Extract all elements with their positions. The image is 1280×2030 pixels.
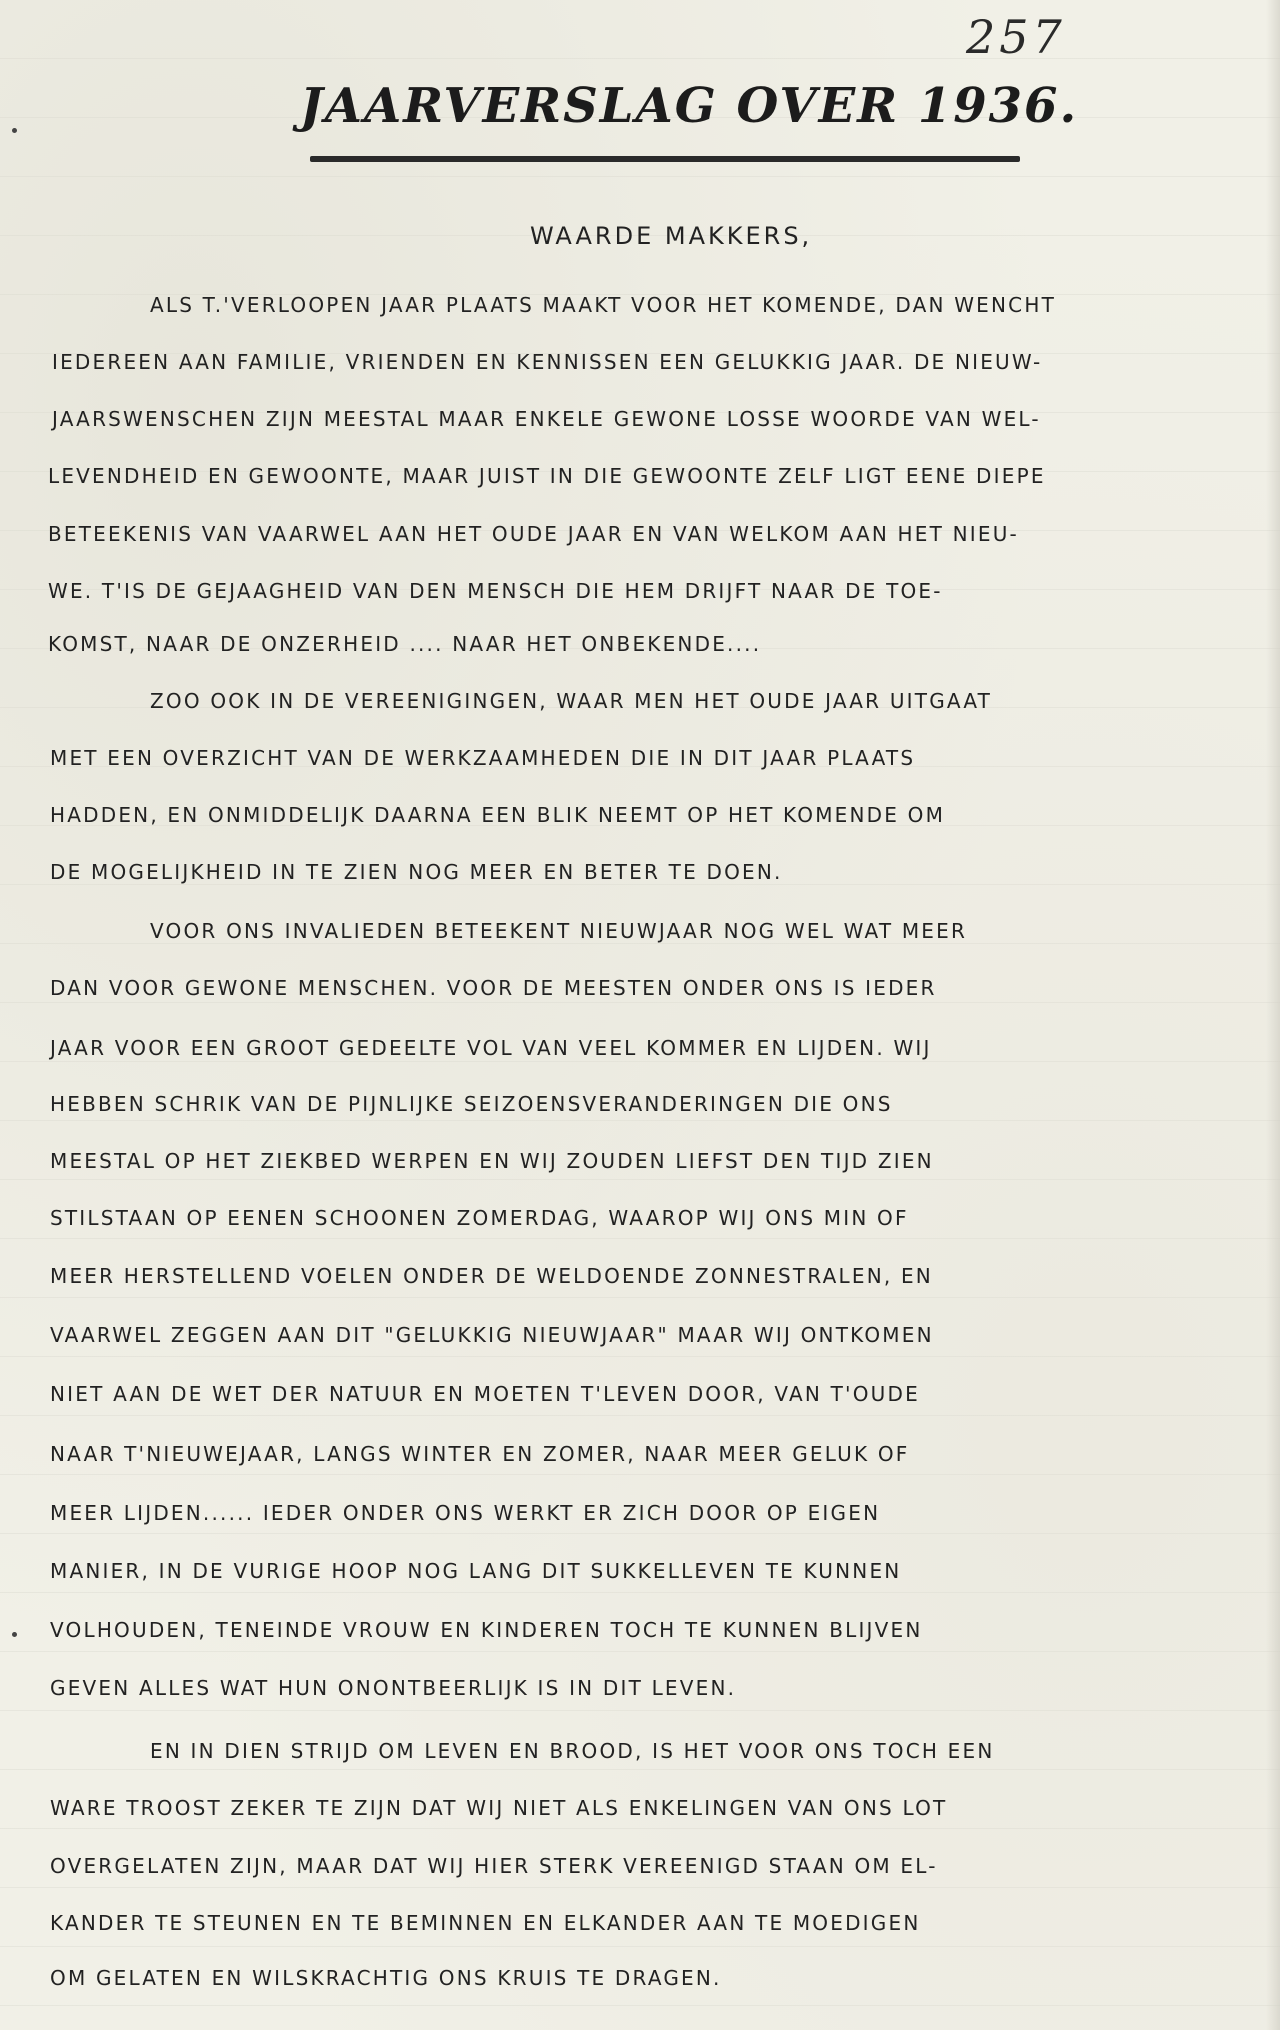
text-line: MET EEN OVERZICHT VAN DE WERKZAAMHEDEN DIE IN DIT JAAR PLAATS — [50, 746, 916, 770]
text-line: LEVENDHEID EN GEWOONTE, MAAR JUIST IN DIE GEWOONTE ZELF LIGT EENE DIEPE — [48, 464, 1046, 488]
text-line: WE. T'IS DE GEJAAGHEID VAN DEN MENSCH DIE HEM DRIJFT NAAR DE TOE- — [48, 579, 943, 603]
text-line: KOMST, NAAR DE ONZERHEID .... NAAR HET ONBEKENDE.... — [48, 632, 762, 656]
text-line: EN IN DIEN STRIJD OM LEVEN EN BROOD, IS HET VOOR ONS TOCH EEN — [150, 1739, 995, 1763]
margin-dot — [12, 128, 17, 133]
text-line: OM GELATEN EN WILSKRACHTIG ONS KRUIS TE DRAGEN. — [50, 1966, 722, 1990]
text-line: DE MOGELIJKHEID IN TE ZIEN NOG MEER EN BETER TE DOEN. — [50, 860, 783, 884]
text-line: JAAR VOOR EEN GROOT GEDEELTE VOL VAN VEEL KOMMER EN LIJDEN. WIJ — [50, 1036, 932, 1060]
text-line: ZOO OOK IN DE VEREENIGINGEN, WAAR MEN HET OUDE JAAR UITGAAT — [150, 689, 993, 713]
text-line: JAARSWENSCHEN ZIJN MEESTAL MAAR ENKELE GEWONE LOSSE WOORDE VAN WEL- — [52, 407, 1041, 431]
text-line: MEER LIJDEN...... IEDER ONDER ONS WERKT ER ZICH DOOR OP EIGEN — [50, 1501, 881, 1525]
document-title: JAARVERSLAG OVER 1936. — [300, 78, 1079, 134]
text-line: KANDER TE STEUNEN EN TE BEMINNEN EN ELKANDER AAN TE MOEDIGEN — [50, 1911, 921, 1935]
text-line: OVERGELATEN ZIJN, MAAR DAT WIJ HIER STERK VEREENIGD STAAN OM EL- — [50, 1854, 938, 1878]
salutation: WAARDE MAKKERS, — [530, 222, 813, 250]
text-line: HADDEN, EN ONMIDDELIJK DAARNA EEN BLIK NEEMT OP HET KOMENDE OM — [50, 803, 946, 827]
text-line: VOOR ONS INVALIEDEN BETEEKENT NIEUWJAAR NOG WEL WAT MEER — [150, 919, 968, 943]
page-edge-shadow — [1266, 0, 1280, 2030]
page-number: 257 — [966, 10, 1066, 64]
text-line: VAARWEL ZEGGEN AAN DIT "GELUKKIG NIEUWJAAR" MAAR WIJ ONTKOMEN — [50, 1323, 934, 1347]
text-line: BETEEKENIS VAN VAARWEL AAN HET OUDE JAAR EN VAN WELKOM AAN HET NIEU- — [48, 522, 1019, 546]
text-line: HEBBEN SCHRIK VAN DE PIJNLIJKE SEIZOENSVERANDERINGEN DIE ONS — [50, 1092, 893, 1116]
text-line: ALS T.'VERLOOPEN JAAR PLAATS MAAKT VOOR HET KOMENDE, DAN WENCHT — [150, 293, 1056, 317]
margin-dot — [12, 1632, 17, 1637]
title-underline — [310, 156, 1020, 162]
text-line: WARE TROOST ZEKER TE ZIJN DAT WIJ NIET ALS ENKELINGEN VAN ONS LOT — [50, 1796, 948, 1820]
text-line: MEER HERSTELLEND VOELEN ONDER DE WELDOENDE ZONNESTRALEN, EN — [50, 1264, 933, 1288]
text-line: DAN VOOR GEWONE MENSCHEN. VOOR DE MEESTEN ONDER ONS IS IEDER — [50, 976, 937, 1000]
text-line: MEESTAL OP HET ZIEKBED WERPEN EN WIJ ZOUDEN LIEFST DEN TIJD ZIEN — [50, 1149, 934, 1173]
text-line: STILSTAAN OP EENEN SCHOONEN ZOMERDAG, WAAROP WIJ ONS MIN OF — [50, 1206, 909, 1230]
text-line: IEDEREEN AAN FAMILIE, VRIENDEN EN KENNISSEN EEN GELUKKIG JAAR. DE NIEUW- — [52, 350, 1043, 374]
text-line: MANIER, IN DE VURIGE HOOP NOG LANG DIT SUKKELLEVEN TE KUNNEN — [50, 1559, 902, 1583]
text-line: GEVEN ALLES WAT HUN ONONTBEERLIJK IS IN DIT LEVEN. — [50, 1676, 737, 1700]
text-line: NAAR T'NIEUWEJAAR, LANGS WINTER EN ZOMER, NAAR MEER GELUK OF — [50, 1442, 910, 1466]
text-line: VOLHOUDEN, TENEINDE VROUW EN KINDEREN TOCH TE KUNNEN BLIJVEN — [50, 1618, 923, 1642]
text-line: NIET AAN DE WET DER NATUUR EN MOETEN T'LEVEN DOOR, VAN T'OUDE — [50, 1382, 920, 1406]
